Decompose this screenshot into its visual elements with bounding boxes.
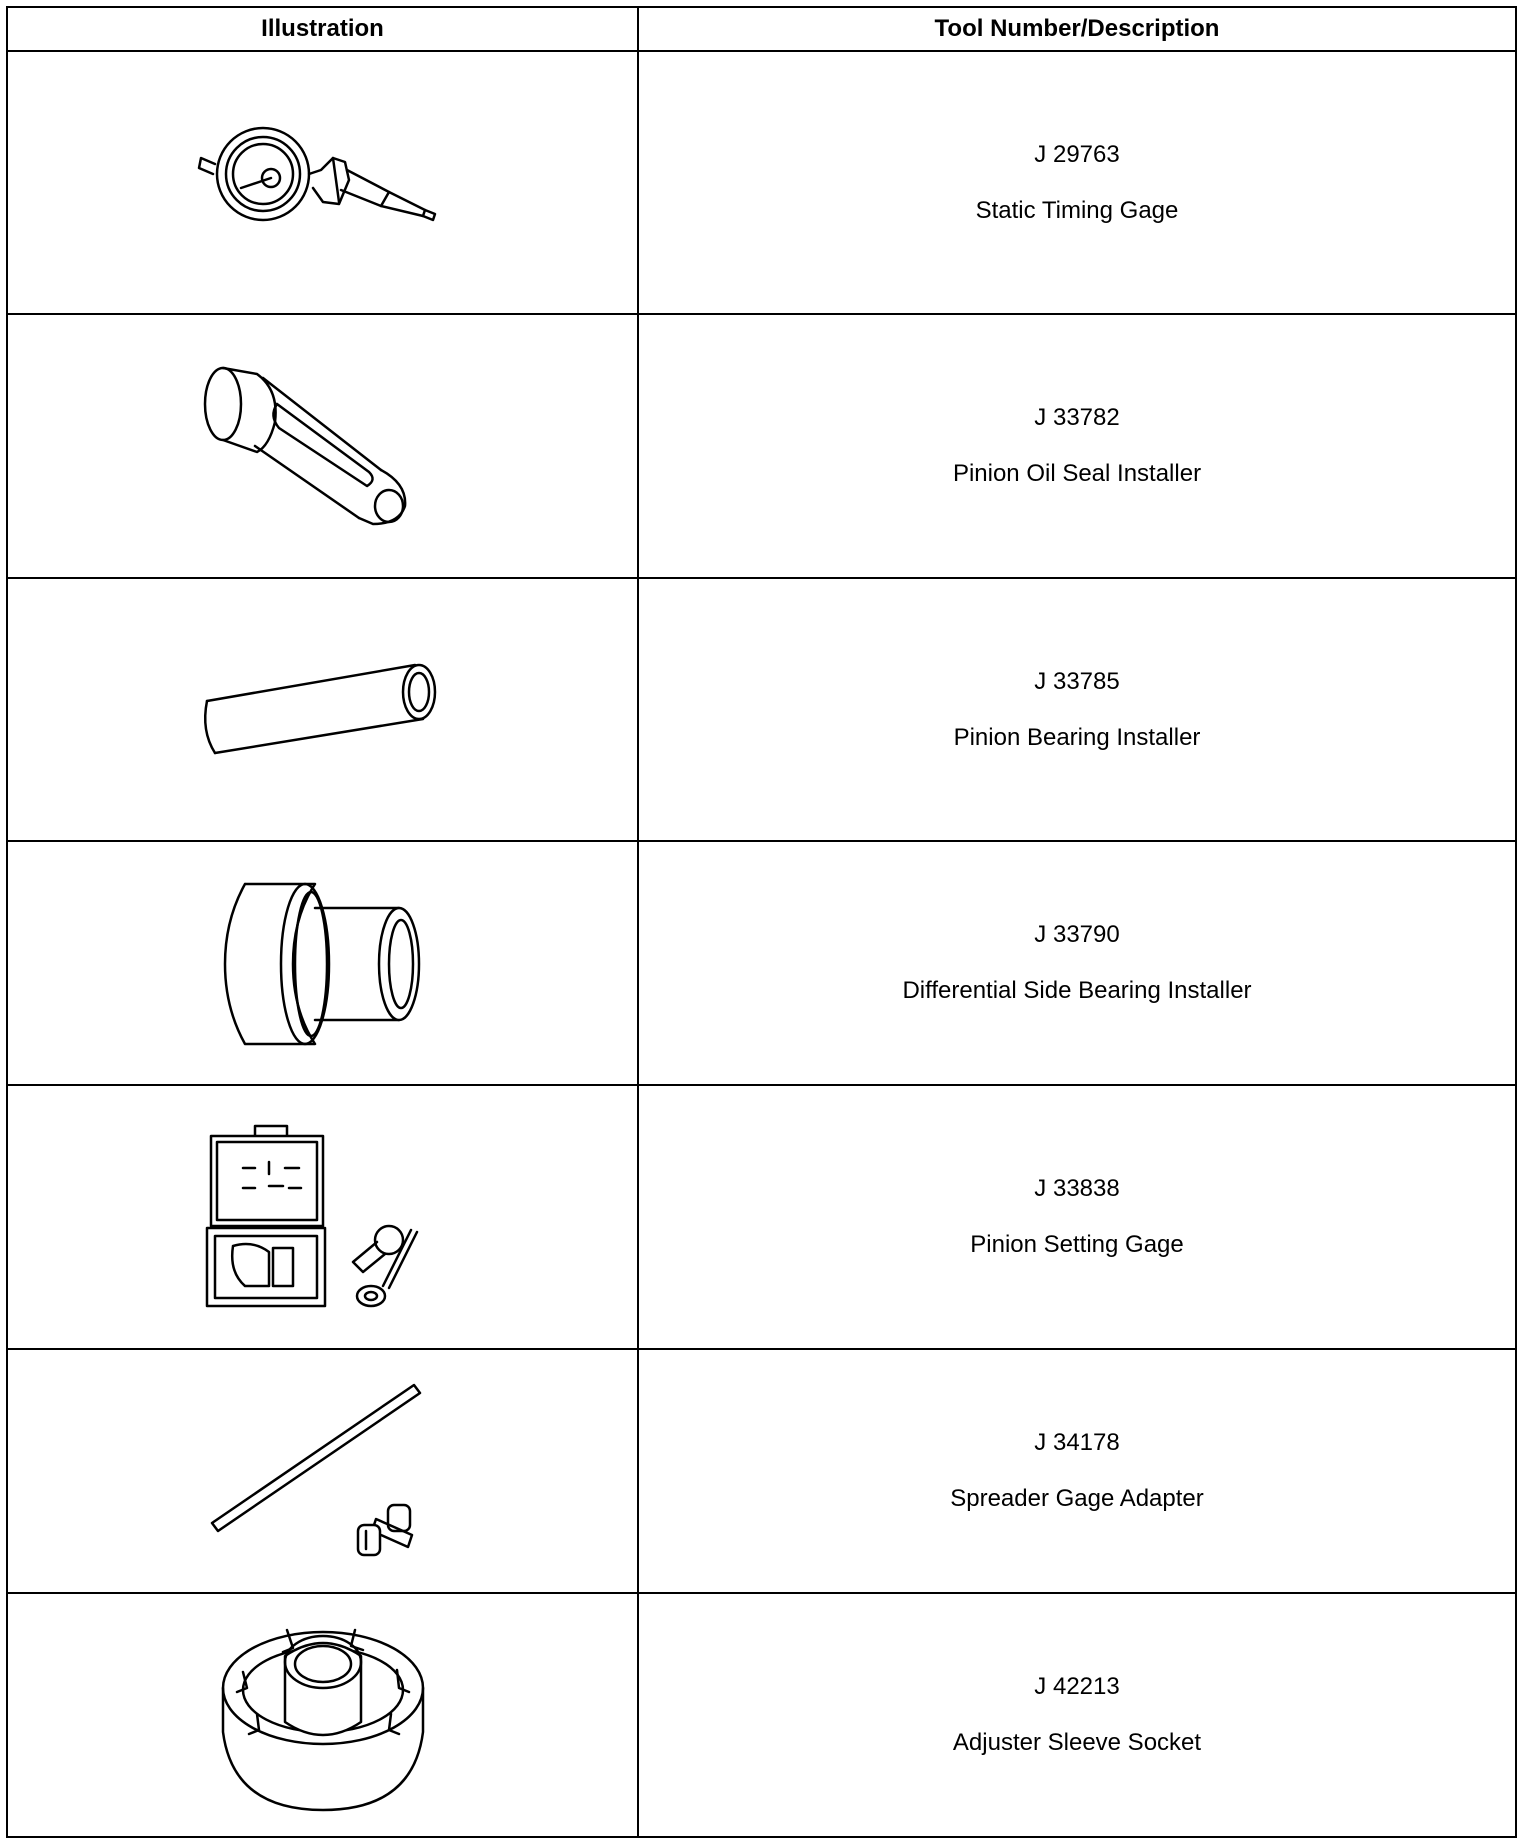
header-illustration: Illustration <box>7 7 638 51</box>
tool-number: J 33838 <box>1034 1175 1120 1202</box>
tool-description-cell <box>638 51 1516 314</box>
tool-number: J 33782 <box>1034 404 1120 431</box>
spreader-adapter-icon <box>208 1381 438 1561</box>
dial-gauge-icon <box>193 118 453 248</box>
tool-name: Pinion Bearing Installer <box>953 723 1201 751</box>
illustration-cell <box>7 1593 638 1837</box>
header-tool-description: Tool Number/Description <box>638 7 1516 51</box>
seal-installer-icon <box>193 356 453 536</box>
special-tools-table <box>6 6 1517 1838</box>
illustration-cell <box>7 1349 638 1593</box>
tool-description-cell <box>638 1349 1516 1593</box>
tool-name: Pinion Setting Gage <box>970 1231 1184 1258</box>
table-row <box>7 51 1516 314</box>
tool-name: Spreader Gage Adapter <box>950 1485 1204 1512</box>
tool-description-cell <box>638 578 1516 841</box>
tool-number: J 33785 <box>1034 667 1120 695</box>
tool-description-cell <box>638 314 1516 578</box>
tool-name: Differential Side Bearing Installer <box>902 977 1252 1004</box>
side-bearing-installer-icon <box>223 878 423 1048</box>
header-row <box>7 7 1516 51</box>
tool-description-cell <box>638 841 1516 1085</box>
tool-number: J 42213 <box>1034 1673 1120 1700</box>
tool-name: Static Timing Gage <box>975 196 1179 224</box>
illustration-cell <box>7 314 638 578</box>
illustration-cell <box>7 578 638 841</box>
tool-number: J 33790 <box>1034 921 1120 948</box>
illustration-cell <box>7 1085 638 1349</box>
table-row <box>7 314 1516 578</box>
table-row <box>7 1349 1516 1593</box>
tool-name: Adjuster Sleeve Socket <box>952 1729 1202 1756</box>
tool-description-cell <box>638 1593 1516 1837</box>
sleeve-socket-icon <box>213 1610 433 1820</box>
bearing-installer-tube-icon <box>193 655 453 765</box>
tool-description-cell <box>638 1085 1516 1349</box>
tool-number: J 34178 <box>1034 1429 1120 1456</box>
table-row <box>7 1593 1516 1837</box>
table-row <box>7 841 1516 1085</box>
tool-name: Pinion Oil Seal Installer <box>952 460 1202 487</box>
illustration-cell <box>7 51 638 314</box>
table-row <box>7 578 1516 841</box>
table-row <box>7 1085 1516 1349</box>
tool-number: J 29763 <box>1034 140 1120 168</box>
gage-kit-case-icon <box>203 1122 443 1312</box>
illustration-cell <box>7 841 638 1085</box>
